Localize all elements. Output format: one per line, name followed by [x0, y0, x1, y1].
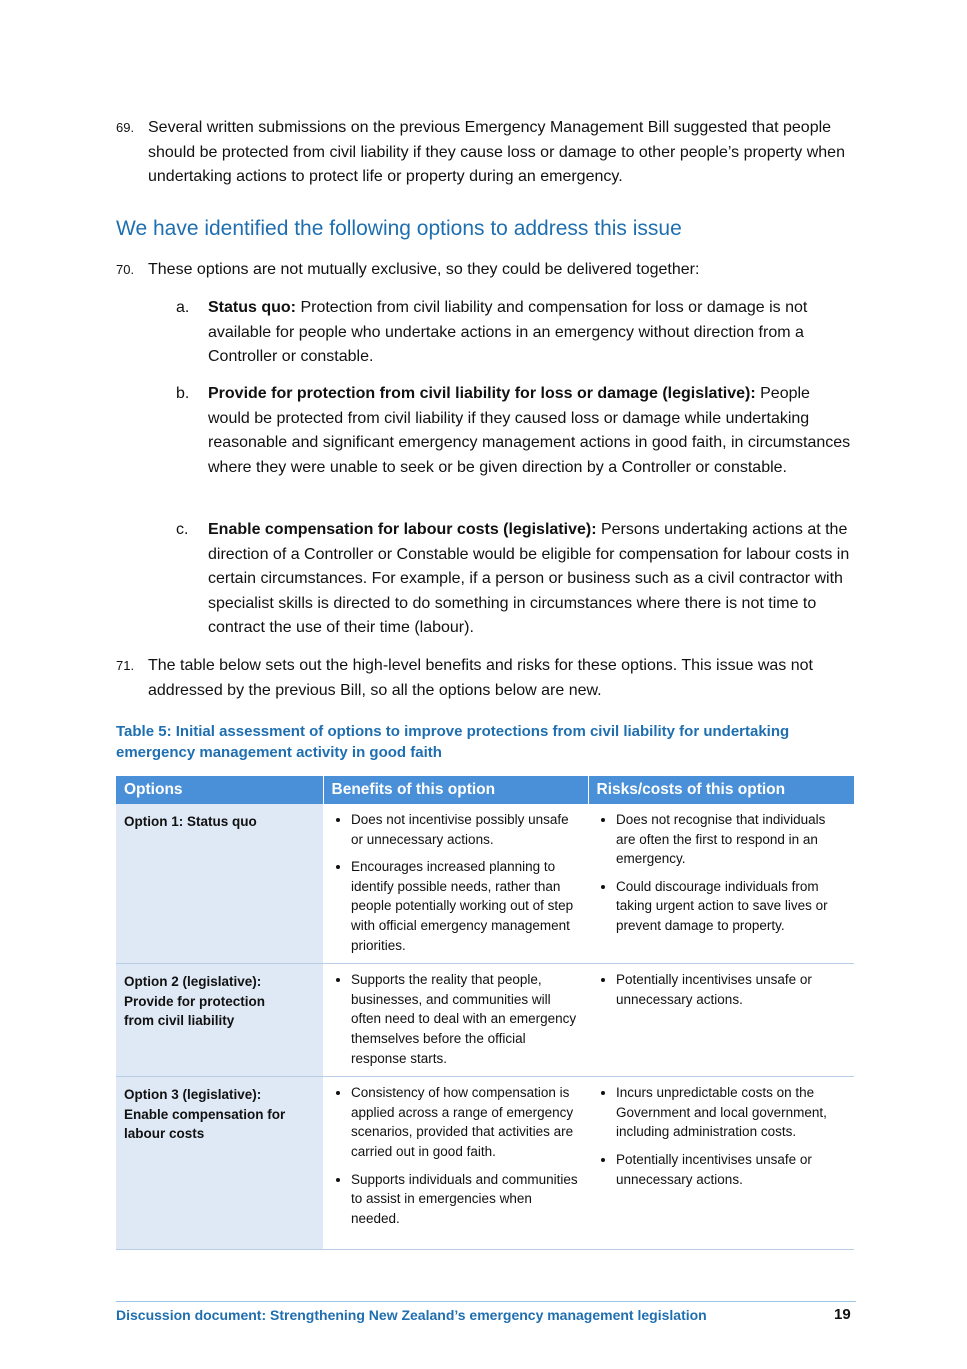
option-item-a — [176, 296, 856, 370]
risks-cell — [588, 804, 854, 964]
page-number: 19 — [834, 1306, 851, 1323]
option-cell — [116, 804, 323, 964]
option-cell — [116, 964, 323, 1077]
option-cell — [116, 1077, 323, 1250]
option-description: People would be protected from civil liability if they caused loss or damage while undertaking reasonable and significant emergency management actions in good faith, in circumstances where they were unable to seek or be given direction by a Controller or constable. — [208, 385, 851, 476]
footer-title: Discussion document: Strengthening New Zealand’s emergency management legislation — [116, 1307, 707, 1323]
option-letter: c. — [176, 521, 189, 538]
benefit-item: • Encourages increased planning to identify possible needs, rather than people potentially working out of step with official emergency management priorities. — [351, 857, 580, 955]
option-description: Protection from civil liability and compensation for loss or damage is not available for people who undertake actions in an emergency without direction from a Controller or constable. — [208, 299, 808, 365]
risk-item: • Potentially incentivises unsafe or unnecessary actions. — [616, 970, 846, 1009]
option-item-c — [176, 518, 856, 641]
option-label-line: from civil liability — [124, 1013, 235, 1029]
option-text — [208, 518, 856, 641]
benefit-item: • Consistency of how compensation is applied across a range of emergency scenarios, provided that activities are carried out in good faith. — [351, 1083, 580, 1161]
option-text — [208, 296, 856, 370]
risks-cell — [588, 1077, 854, 1250]
paragraph-text: The table below sets out the high-level benefits and risks for these options. This issue was not addressed by the previous Bill, so all the options below are new. — [148, 657, 813, 699]
option-title: Enable compensation for labour costs (legislative): — [208, 521, 597, 538]
header-options: Options — [116, 776, 323, 804]
option-label-line: labour costs — [124, 1126, 205, 1142]
table-caption: Table 5: Initial assessment of options to improve protections from civil liability for undertaking emergency management activity in good faith — [116, 723, 790, 761]
benefits-cell — [323, 804, 588, 964]
header-risks: Risks/costs of this option — [588, 776, 854, 804]
option-title: Status quo: — [208, 299, 296, 316]
table-row — [116, 964, 854, 1077]
option-label-line: Enable compensation for — [124, 1106, 286, 1122]
options-table — [116, 776, 855, 1250]
table-row — [116, 1077, 854, 1250]
risk-item: • Does not recognise that individuals are often the first to respond in an emergency. — [616, 810, 846, 869]
paragraph-69 — [116, 116, 854, 190]
benefit-item: • Does not incentivise possibly unsafe or unnecessary actions. — [351, 810, 580, 849]
option-label-line: Provide for protection — [124, 993, 266, 1009]
table-row — [116, 804, 854, 964]
header-benefits: Benefits of this option — [323, 776, 588, 804]
option-title: Provide for protection from civil liability for loss or damage (legislative): — [208, 385, 756, 402]
option-text — [208, 382, 856, 480]
risk-item: • Potentially incentivises unsafe or unnecessary actions. — [616, 1150, 846, 1189]
risk-item: • Incurs unpredictable costs on the Government and local government, including administration costs. — [616, 1083, 846, 1142]
paragraph-text: These options are not mutually exclusive, so they could be delivered together: — [148, 261, 700, 278]
option-letter: b. — [176, 385, 190, 402]
paragraph-number: 69. — [116, 120, 135, 135]
option-letter: a. — [176, 299, 190, 316]
paragraph-text: Several written submissions on the previous Emergency Management Bill suggested that people should be protected from civil liability if they cause loss or damage to other people’s property when undertaking actions to protect life or property during an emergency. — [148, 119, 845, 185]
paragraph-71 — [116, 654, 854, 703]
risks-cell — [588, 964, 854, 1077]
option-label-line: Option 3 (legislative): — [124, 1087, 262, 1103]
benefit-item: • Supports individuals and communities to assist in emergencies when needed. — [351, 1170, 580, 1229]
paragraph-70 — [116, 258, 854, 283]
risk-item: • Could discourage individuals from taking urgent action to save lives or prevent damage to property. — [616, 877, 846, 936]
footer-divider — [116, 1301, 856, 1302]
paragraph-number: 71. — [116, 658, 135, 673]
section-heading: We have identified the following options to address this issue — [116, 217, 682, 240]
benefit-item: • Supports the reality that people, businesses, and communities will often need to deal with an emergency themselves before the official response starts. — [351, 970, 580, 1068]
benefits-cell — [323, 1077, 588, 1250]
table-header-row — [116, 776, 854, 804]
benefits-cell — [323, 964, 588, 1077]
paragraph-number: 70. — [116, 262, 135, 277]
option-label-line: Option 2 (legislative): — [124, 974, 262, 990]
option-label: Option 1: Status quo — [124, 814, 257, 829]
option-item-b — [176, 382, 856, 480]
option-description: Persons undertaking actions at the direction of a Controller or Constable would be eligible for compensation for labour costs in certain circumstances. For example, if a person or business such as a civil contractor with specialist skills is directed to do something in circumstances where there is not time to contract the use of their time (labour). — [208, 521, 850, 636]
